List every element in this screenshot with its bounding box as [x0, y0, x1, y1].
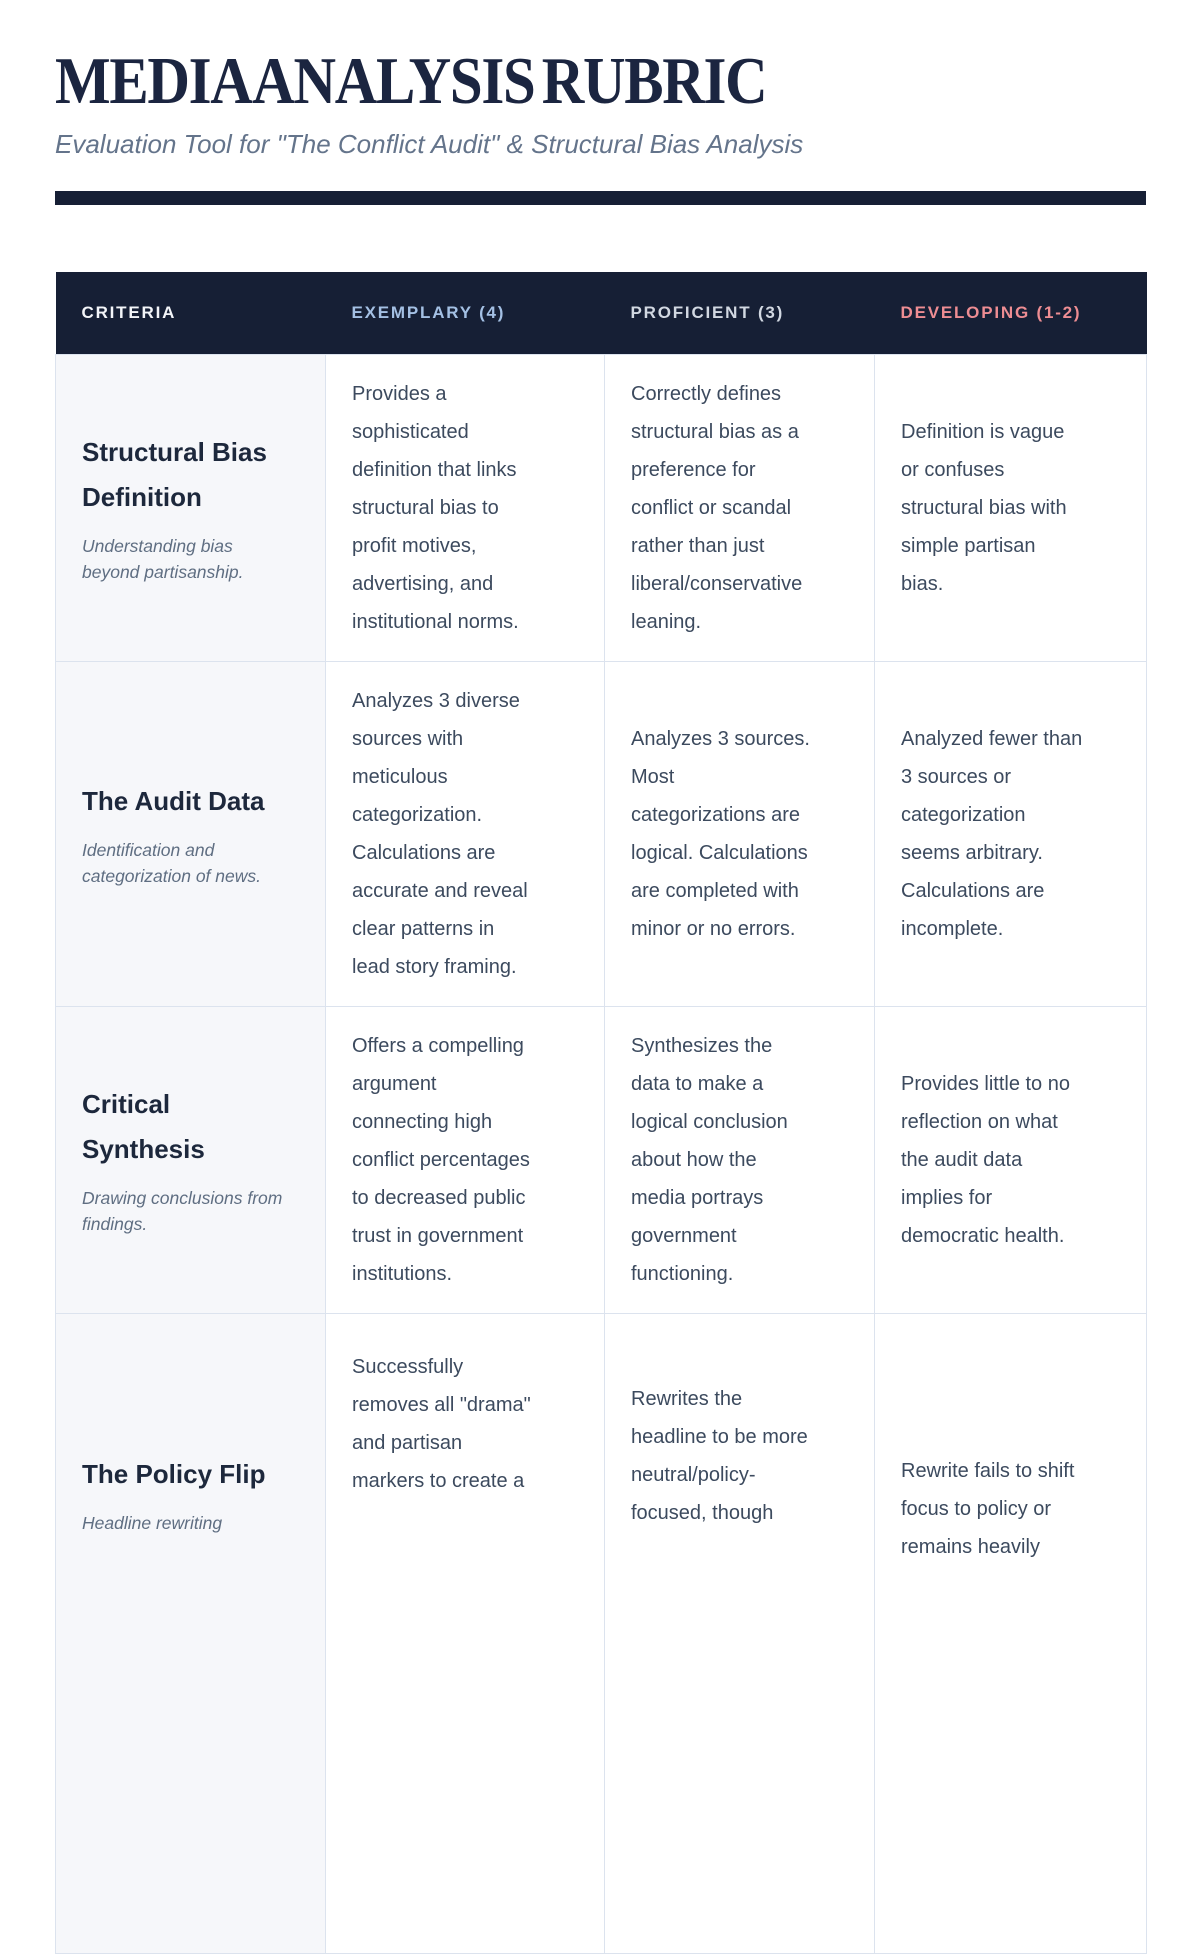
exemplary-cell: Successfully removes all "drama" and partisan markers to create a — [326, 1313, 605, 1953]
criterion-note: Headline rewriting — [82, 1512, 223, 1533]
column-header-proficient: PROFICIENT (3) — [605, 272, 875, 354]
developing-cell: Definition is vague or confuses structural bias with simple partisan bias. — [875, 354, 1147, 661]
proficient-cell: Synthesizes the data to make a logical conclusion about how the media portrays government functioning. — [605, 1006, 875, 1313]
exemplary-cell: Offers a compelling argument connecting high conflict percentages to decreased public trust in government institutions. — [326, 1006, 605, 1313]
table-header-row — [56, 272, 1147, 354]
criterion-title: Structural Bias Definition — [82, 437, 267, 512]
criterion-cell — [56, 1313, 326, 1953]
criterion-note: Drawing conclusions from findings. — [82, 1188, 283, 1234]
criterion-cell — [56, 1006, 326, 1313]
exemplary-cell: Provides a sophisticated definition that links structural bias to profit motives, advertising, and institutional norms. — [326, 354, 605, 661]
rubric-table — [55, 272, 1147, 1954]
criterion-note: Identification and categorization of news. — [82, 839, 261, 886]
proficient-cell: Analyzes 3 sources. Most categorizations are logical. Calculations are completed with minor or no errors. — [605, 661, 875, 1006]
column-header-exemplary: EXEMPLARY (4) — [326, 272, 605, 354]
criterion-title: The Audit Data — [82, 785, 265, 816]
proficient-cell: Rewrites the headline to be more neutral/policy-focused, though — [605, 1313, 875, 1953]
table-row-critical-synthesis — [56, 1006, 1147, 1313]
divider-bar — [55, 191, 1146, 205]
criterion-note: Understanding bias beyond partisanship. — [82, 536, 244, 582]
column-header-developing: DEVELOPING (1-2) — [875, 272, 1147, 354]
column-header-criteria: CRITERIA — [56, 272, 326, 354]
exemplary-cell: Analyzes 3 diverse sources with meticulous categorization. Calculations are accurate and reveal clear patterns in lead story framing. — [326, 661, 605, 1006]
criterion-cell — [56, 354, 326, 661]
page-subtitle: Evaluation Tool for "The Conflict Audit" & Structural Bias Analysis — [55, 129, 804, 159]
table-row-the-policy-flip — [56, 1313, 1147, 1953]
table-row-structural-bias-definition — [56, 354, 1147, 661]
criterion-cell — [56, 661, 326, 1006]
page-title: MEDIA ANALYSIS RUBRIC — [55, 44, 767, 118]
criterion-title: Critical Synthesis — [82, 1089, 205, 1164]
proficient-cell: Correctly defines structural bias as a preference for conflict or scandal rather than just liberal/conservative leaning. — [605, 354, 875, 661]
developing-cell: Rewrite fails to shift focus to policy or remains heavily — [875, 1313, 1147, 1953]
developing-cell: Provides little to no reflection on what the audit data implies for democratic health. — [875, 1006, 1147, 1313]
table-row-the-audit-data — [56, 661, 1147, 1006]
developing-cell: Analyzed fewer than 3 sources or categorization seems arbitrary. Calculations are incomplete. — [875, 661, 1147, 1006]
criterion-title: The Policy Flip — [82, 1458, 266, 1489]
